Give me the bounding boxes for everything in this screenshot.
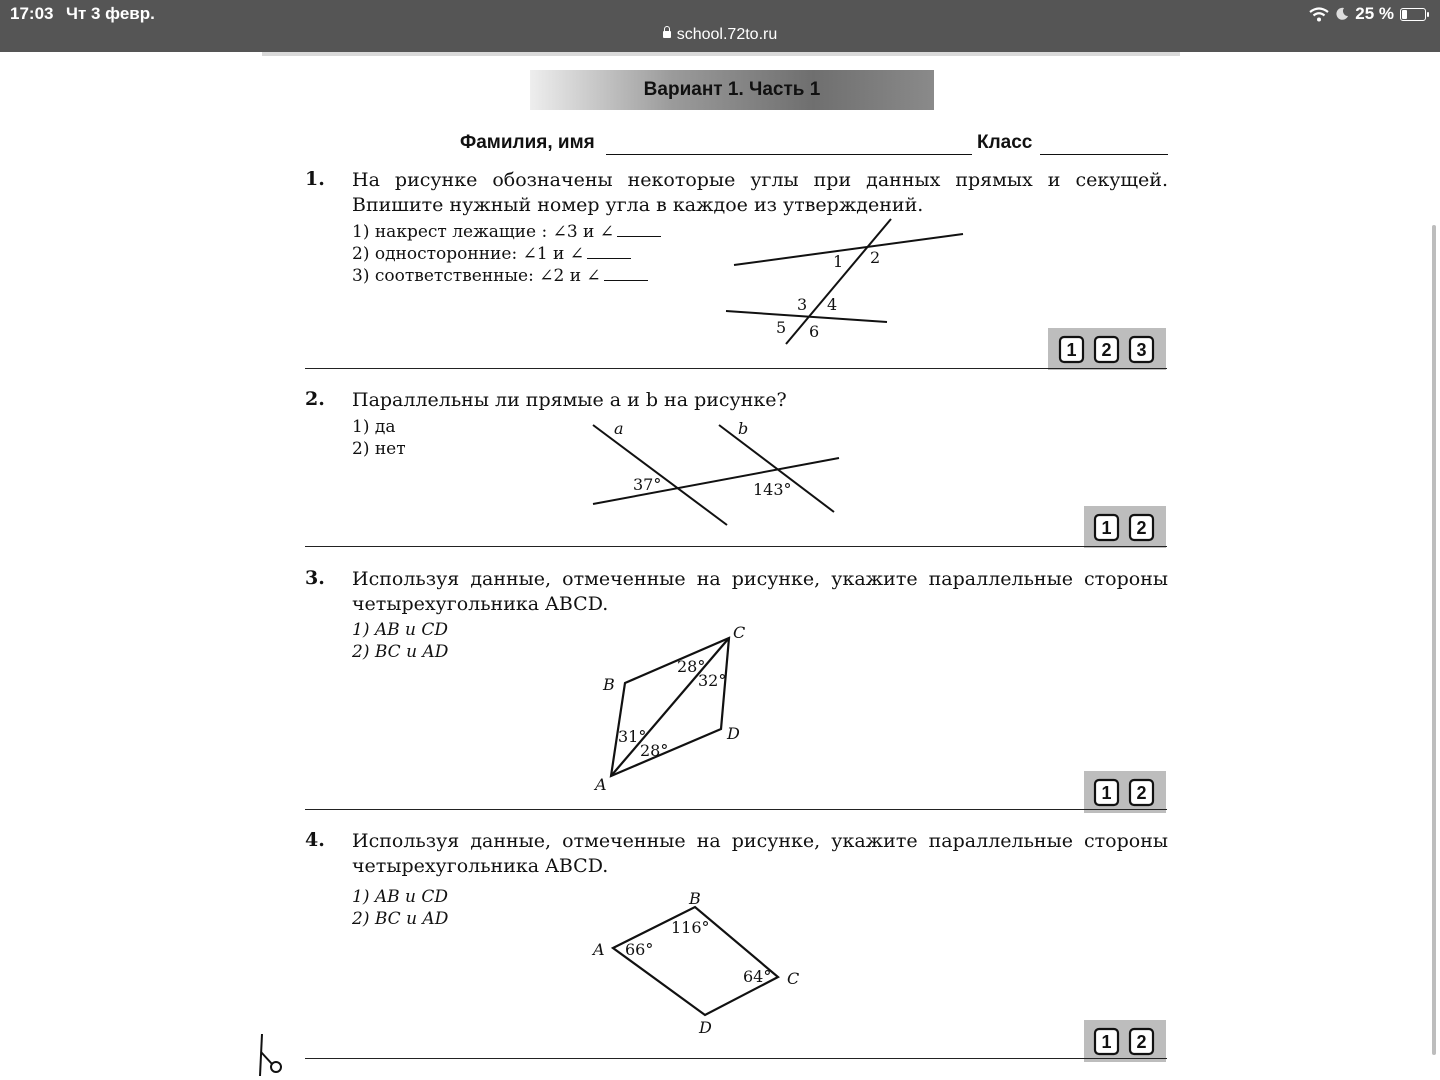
- q2-answer-1: 1: [1101, 518, 1112, 538]
- scrollbar[interactable]: [1432, 225, 1436, 1055]
- q1-label-1: 1: [833, 252, 844, 271]
- q1-blank-1[interactable]: [617, 224, 661, 237]
- separator-1: [305, 368, 1167, 369]
- q2-secant: [593, 458, 839, 504]
- q3-text: Используя данные, отмеченные на рисунке, укажите параллельные стороны четырехугольника ABCD.: [352, 568, 1168, 615]
- q4-vertex-c: C: [787, 969, 800, 988]
- q4-vertex-a: A: [593, 940, 605, 959]
- q1-label-2: 2: [870, 248, 881, 267]
- q4-angle-b: 116°: [671, 918, 710, 937]
- status-time: 17:03: [10, 4, 54, 23]
- q4-angle-a: 66°: [625, 940, 654, 959]
- q1-label-4: 4: [827, 295, 838, 314]
- q3-diagonal-ac: [611, 638, 729, 776]
- page-top-edge: [262, 52, 1180, 56]
- q3-vertex-a: A: [595, 775, 607, 794]
- q4-text: Используя данные, отмеченные на рисунке, укажите параллельные стороны четырехугольника ABCD.: [352, 830, 1168, 877]
- name-label: Фамилия, имя: [460, 132, 595, 153]
- q4-option-1: 1) AB и CD: [352, 887, 449, 907]
- url-text: school.72to.ru: [676, 26, 778, 43]
- q2-label-a: a: [614, 419, 624, 438]
- q3-vertex-d: D: [727, 724, 740, 743]
- separator-3: [305, 809, 1167, 810]
- q4-vertex-b: B: [689, 889, 701, 908]
- q3-option-1: 1) AB и CD: [352, 620, 449, 640]
- q1-number: 1.: [305, 168, 325, 190]
- q1-line-upper: [734, 234, 963, 265]
- q2-option-1: 1) да: [352, 417, 396, 437]
- q1-answer-3: 3: [1136, 340, 1147, 360]
- q2-answer-boxes: [1084, 506, 1168, 548]
- q2-angle-37: 37°: [633, 475, 662, 494]
- separator-4: [305, 1058, 1167, 1059]
- q3-angle-bca: 28°: [677, 657, 706, 676]
- q3-angle-cad: 28°: [640, 741, 669, 760]
- q4-option-2: 2) BC и AD: [352, 909, 449, 929]
- q3-figure: [585, 620, 755, 800]
- q4-answer-1: 1: [1101, 1032, 1112, 1052]
- battery-percent: 25 %: [1355, 4, 1394, 23]
- status-right: [1309, 4, 1426, 24]
- q3-vertex-c: C: [733, 623, 746, 642]
- q3-answer-2: 2: [1136, 783, 1147, 803]
- q1-blank-3[interactable]: [604, 268, 648, 281]
- separator-2: [305, 546, 1167, 547]
- q4-angle-c: 64°: [743, 967, 772, 986]
- wifi-icon: [1309, 7, 1329, 22]
- q2-label-b: b: [738, 419, 749, 438]
- q2-option-2: 2) нет: [352, 439, 406, 459]
- class-label: Класс: [977, 132, 1033, 153]
- scissors-icon: [252, 1030, 288, 1080]
- q3-number: 3.: [305, 567, 325, 589]
- status-bar: [0, 0, 1440, 52]
- q4-vertex-d: D: [699, 1018, 712, 1037]
- q1-figure: [720, 214, 970, 349]
- q1-option-2: 2) односторонние: ∠1 и ∠: [352, 244, 631, 264]
- status-date: Чт 3 февр.: [66, 4, 155, 23]
- q3-vertex-b: B: [603, 675, 615, 694]
- q1-label-6: 6: [809, 322, 820, 341]
- q1-text: На рисунке обозначены некоторые углы при данных прямых и секущей. Впишите нужный номер угла в каждое из утверждений.: [352, 169, 1168, 216]
- moon-icon: [1335, 7, 1349, 21]
- lock-icon: [663, 31, 671, 38]
- q1-option-1: 1) накрест лежащие : ∠3 и ∠: [352, 222, 661, 242]
- q2-answer-2: 2: [1136, 518, 1147, 538]
- q2-number: 2.: [305, 388, 325, 410]
- battery-fill: [1402, 10, 1407, 19]
- q3-answer-boxes: [1084, 771, 1168, 813]
- q2-figure: [585, 415, 845, 530]
- worksheet-title: Вариант 1. Часть 1: [530, 70, 934, 110]
- q1-answer-1: 1: [1066, 340, 1077, 360]
- q1-label-5: 5: [776, 318, 787, 337]
- q4-figure: [585, 885, 810, 1040]
- q1-secant: [786, 219, 891, 344]
- q4-number: 4.: [305, 829, 325, 851]
- q3-angle-bac: 31°: [618, 727, 647, 746]
- q4-answer-boxes: [1084, 1020, 1168, 1062]
- q2-text: Параллельны ли прямые a и b на рисунке?: [352, 389, 787, 411]
- name-blank[interactable]: [606, 132, 972, 155]
- q1-label-3: 3: [797, 295, 808, 314]
- q3-option-2: 2) BC и AD: [352, 642, 449, 662]
- q1-answer-2: 2: [1101, 340, 1112, 360]
- q3-angle-acd: 32°: [698, 671, 727, 690]
- q1-option-3: 3) соответственные: ∠2 и ∠: [352, 266, 648, 286]
- q2-angle-143: 143°: [753, 480, 792, 499]
- q1-blank-2[interactable]: [587, 246, 631, 259]
- q4-answer-2: 2: [1136, 1032, 1147, 1052]
- q1-answer-boxes: [1048, 328, 1168, 370]
- class-blank[interactable]: [1040, 132, 1168, 155]
- battery-icon: [1400, 8, 1426, 21]
- address-bar[interactable]: [0, 26, 1440, 44]
- q3-answer-1: 1: [1101, 783, 1112, 803]
